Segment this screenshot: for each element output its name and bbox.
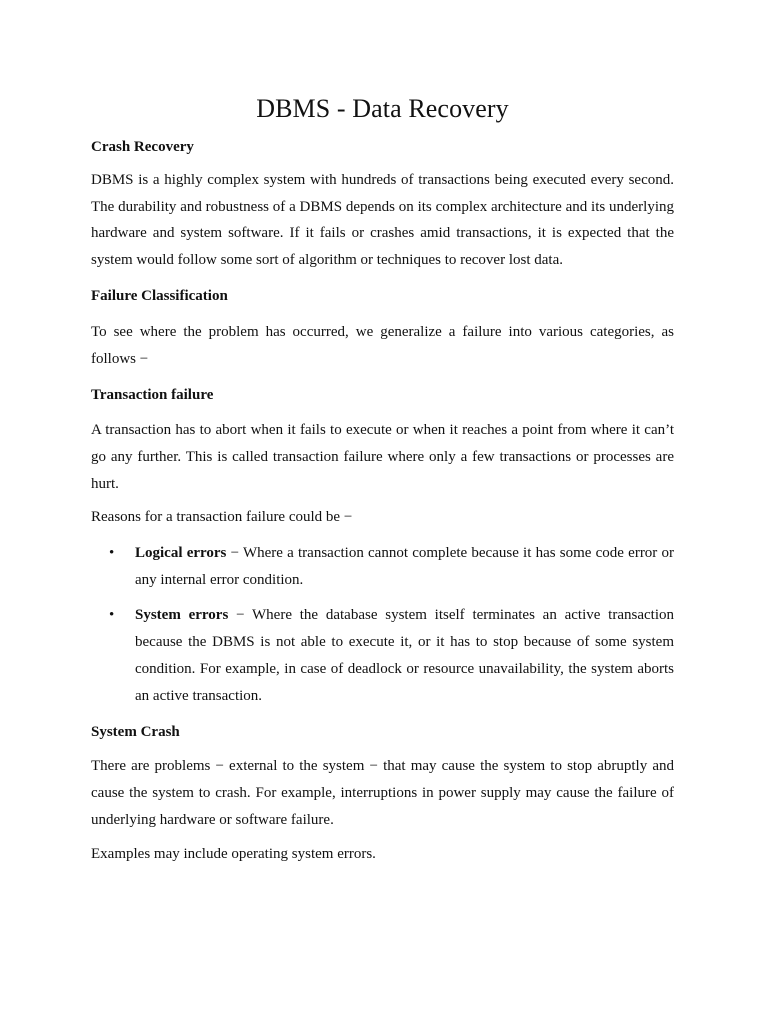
bullet-term-system-errors: System errors	[135, 607, 229, 624]
paragraph-transaction-failure: A transaction has to abort when it fails to execute or when it reaches a point from where it can’t go any further. This is called transaction failure where only a few transactions or processes are hurt.	[91, 422, 674, 492]
section-heading-crash-recovery: Crash Recovery	[91, 139, 194, 155]
section-heading-system-crash: System Crash	[91, 724, 180, 741]
bullet-item-logical-errors	[109, 540, 674, 593]
reasons-bullet-list	[91, 540, 674, 709]
bullet-term-logical-errors: Logical errors	[135, 545, 227, 562]
bullet-dot-icon: •	[109, 545, 115, 562]
paragraph-crash-recovery: DBMS is a highly complex system with hundreds of transactions being executed every second. The durability and robustness of a DBMS depends on its complex architecture and its underlying hardware and system software. If it fails or crashes amid transactions, it is expected that the system would follow some sort of algorithm or techniques to recover lost data.	[91, 172, 674, 269]
paragraph-failure-classification: To see where the problem has occurred, we generalize a failure into various categories, as follows −	[91, 323, 674, 367]
bullet-dot-icon: •	[109, 607, 115, 624]
bullet-text-system-errors: − Where the database system itself terminates an active transaction because the DBMS is not able to execute it, or it has to stop because of some system condition. For example, in case of deadlock or resource unavailability, the system aborts an active transaction.	[135, 607, 674, 704]
paragraph-system-crash: There are problems − external to the system − that may cause the system to stop abruptly and cause the system to crash. For example, interruptions in power supply may cause the failure of underlying hardware or software failure.	[91, 758, 674, 828]
paragraph-examples: Examples may include operating system errors.	[91, 846, 376, 863]
bullet-item-system-errors	[109, 602, 674, 709]
section-heading-failure-classification: Failure Classification	[91, 287, 228, 304]
paragraph-reasons-intro: Reasons for a transaction failure could be −	[91, 509, 353, 526]
bullet-text-logical-errors: − Where a transaction cannot complete because it has some code error or any internal error condition.	[135, 545, 674, 588]
document-title: DBMS - Data Recovery	[256, 94, 509, 123]
section-heading-transaction-failure: Transaction failure	[91, 387, 214, 404]
